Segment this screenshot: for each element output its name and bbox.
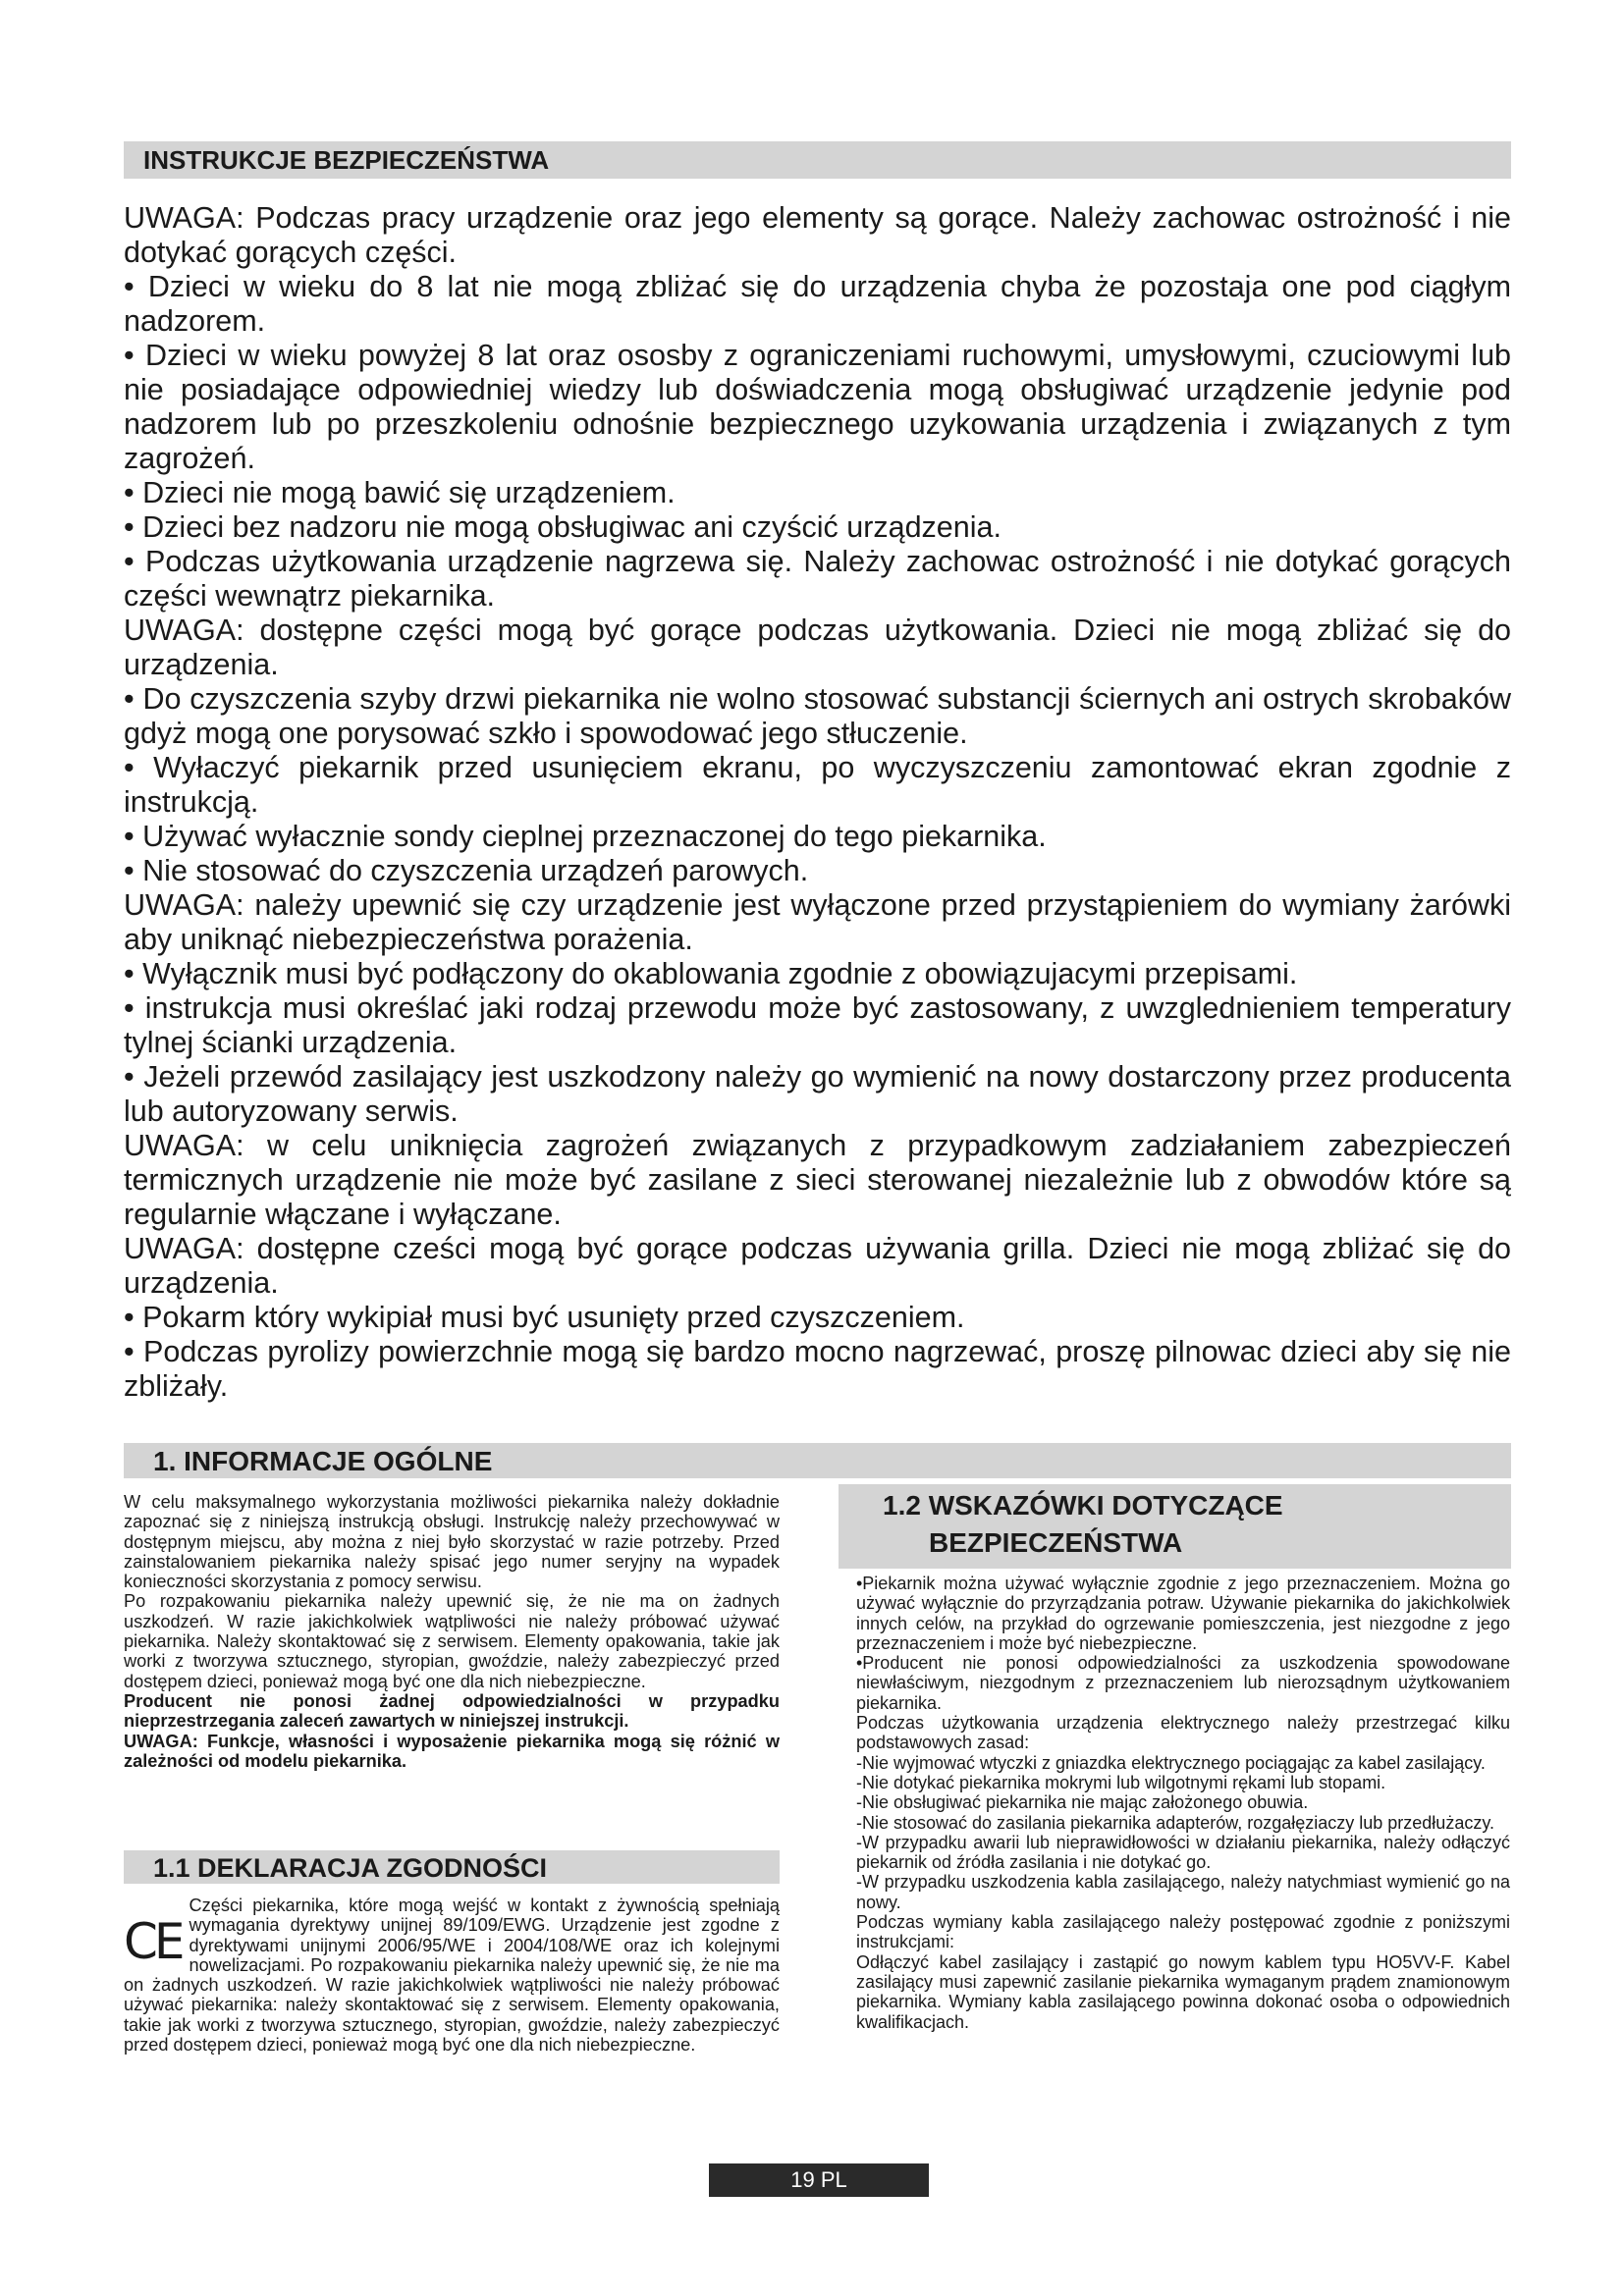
safety-tips-section-header	[839, 1484, 1511, 1569]
safety-tips-paragraph: -Nie stosować do zasilania piekarnika adapterów, rozgałęziaczy lub przedłużaczy.	[856, 1812, 1494, 1833]
safety-paragraph: • Dzieci w wieku powyżej 8 lat oraz ososby z ograniczeniami ruchowymi, umysłowymi, czuciowymi lub nie posiadające odpowiedniej wiedzy lub doświadczenia mogą obsługiwać urządzenie jedynie pod nadzorem lub po przeszkoleniu odnośnie bezpiecznego uzykowania urządzenia i związanych z tym zagrożeń.	[124, 339, 1511, 475]
safety-tips-paragraph: -W przypadku awarii lub nieprawidłowości w działaniu piekarnika, należy odłączyć piekarnik od źródła zasilania i nie dotykać go.	[856, 1832, 1510, 1873]
general-section-body	[124, 1492, 780, 1771]
declaration-text: Części piekarnika, które mogą wejść w kontakt z żywnością spełniają wymagania dyrektywy unijnej 89/109/EWG. Urządzenie jest zgodne z dyrektywami unijnymi 2006/95/WE i 2004/108/WE oraz ich kolejnymi nowelizacjami. Po rozpakowaniu piekarnika należy upewnić się, że nie ma on żadnych uszkodzeń. W razie jakichkolwiek wątpliwości nie należy próbować używać piekarnika: należy skontaktować się z serwisem. Elementy opakowania, takie jak worki z tworzywa sztucznego, styropian, gwoździe, należy zabezpieczyć przed dostępem dzieci, ponieważ mogą być one dla nich niebezpieczne.	[124, 1896, 780, 2056]
safety-paragraph: UWAGA: dostępne cześci mogą być gorące podczas używania grilla. Dzieci nie mogą zbliżać się do urządzenia.	[124, 1232, 1511, 1300]
general-warning: UWAGA: Funkcje, własności i wyposażenie piekarnika mogą się różnić w zależności od modelu piekarnika.	[124, 1731, 780, 1771]
safety-paragraph: • Dzieci nie mogą bawić się urządzeniem.	[124, 476, 676, 509]
safety-tips-paragraph: •Producent nie ponosi odpowiedzialności za uszkodzenia spowodowane niewłaściwym, niezgodnym z przeznaczeniem lub nierozsądnym użytkowaniem piekarnika.	[856, 1653, 1510, 1713]
safety-paragraph: • Podczas pyrolizy powierzchnie mogą się bardzo mocno nagrzewać, proszę pilnowac dzieci aby się nie zbliżały.	[124, 1335, 1511, 1403]
declaration-section-body	[124, 1896, 780, 2055]
safety-paragraph: • Jeżeli przewód zasilający jest uszkodzony należy go wymienić na nowy dostarczony przez producenta lub autoryzowany serwis.	[124, 1060, 1511, 1128]
safety-paragraph: • Dzieci w wieku do 8 lat nie mogą zbliżać się do urządzenia chyba że pozostaja one pod ciągłym nadzorem.	[124, 270, 1511, 338]
safety-paragraph: • Wyłaczyć piekarnik przed usunięciem ekranu, po wyczyszczeniu zamontować ekran zgodnie z instrukcją.	[124, 751, 1511, 819]
safety-tips-paragraph: -W przypadku uszkodzenia kabla zasilającego, należy natychmiast wymienić go na nowy.	[856, 1872, 1510, 1912]
general-paragraph: Po rozpakowaniu piekarnika należy upewnić się, że nie ma on żadnych uszkodzeń. W razie jakichkolwiek wątpliwości nie należy próbować używać piekarnika. Należy skontaktować się z serwisem. Elementy opakowania, takie jak worki z tworzywa sztucznego, styropian, gwoździe, należy zabezpieczyć przed dostępem dzieci, ponieważ mogą być one dla nich niebezpieczne.	[124, 1591, 780, 1691]
ce-mark-icon: CE	[124, 1913, 182, 1970]
safety-paragraph: • instrukcja musi określać jaki rodzaj przewodu może być zastosowany, z uwzglednieniem temperatury tylnej ścianki urządzenia.	[124, 991, 1511, 1059]
declaration-section-title: 1.1 DEKLARACJA ZGODNOŚCI	[153, 1853, 548, 1883]
safety-paragraph: • Nie stosować do czyszczenia urządzeń parowych.	[124, 854, 809, 887]
safety-paragraph: UWAGA: należy upewnić się czy urządzenie jest wyłączone przed przystąpieniem do wymiany żarówki aby uniknąć niebezpieczeństwa porażenia.	[124, 888, 1511, 956]
safety-paragraph: • Do czyszczenia szyby drzwi piekarnika nie wolno stosować substancji ściernych ani ostrych skrobaków gdyż mogą one porysować szkło i spowodować jego stłuczenie.	[124, 682, 1511, 750]
safety-tips-paragraph: Odłączyć kabel zasilający i zastąpić go nowym kablem typu HO5VV-F. Kabel zasilający musi zapewnić zasilanie piekarnika wymaganym prądem znamionowym piekarnika. Wymiany kabla zasilającego powinna dokonać osoba o odpowiednich kwalifikacjach.	[856, 1951, 1510, 2032]
safety-tips-paragraph: Podczas wymiany kabla zasilającego należy postępować zgodnie z poniższymi instrukcjami:	[856, 1912, 1510, 1952]
safety-tips-title-line1: 1.2 WSKAZÓWKI DOTYCZĄCE	[883, 1490, 1283, 1521]
general-paragraph: W celu maksymalnego wykorzystania możliwości piekarnika należy dokładnie zapoznać się z niniejszą instrukcją obsługi. Instrukcję należy przechowywać w dostępnym miejscu, aby można z niej było skorzystać w razie potrzeby. Przed zainstalowaniem piekarnika należy spisać jego numer seryjny na wypadek konieczności skorzystania z pomocy serwisu.	[124, 1492, 780, 1592]
safety-tips-paragraph: -Nie obsługiwać piekarnika nie mając założonego obuwia.	[856, 1792, 1309, 1813]
general-disclaimer: Producent nie ponosi żadnej odpowiedzialności w przypadku nieprzestrzegania zaleceń zawartych w niniejszej instrukcji.	[124, 1690, 780, 1732]
safety-section-body	[124, 201, 1511, 1404]
safety-paragraph: UWAGA: dostępne części mogą być gorące podczas użytkowania. Dzieci nie mogą zbliżać się do urządzenia.	[124, 614, 1511, 681]
safety-paragraph: UWAGA: Podczas pracy urządzenie oraz jego elementy są gorące. Należy zachowac ostrożność i nie dotykać gorących części.	[124, 201, 1511, 269]
safety-section-header	[124, 141, 1511, 179]
safety-tips-section-body	[856, 1574, 1510, 2032]
safety-tips-paragraph: -Nie dotykać piekarnika mokrymi lub wilgotnymi rękami lub stopami.	[856, 1772, 1386, 1792]
safety-section-title: INSTRUKCJE BEZPIECZEŃSTWA	[143, 145, 550, 175]
safety-tips-paragraph: -Nie wyjmować wtyczki z gniazdka elektrycznego pociągając za kabel zasilający.	[856, 1752, 1486, 1773]
safety-paragraph: • Wyłącznik musi być podłączony do okablowania zgodnie z obowiązujacymi przepisami.	[124, 957, 1298, 990]
safety-tips-paragraph: •Piekarnik można używać wyłącznie zgodnie z jego przeznaczeniem. Można go używać wyłącznie do przyrządzania potraw. Używanie piekarnika do jakichkolwiek innych celów, na przykład do ogrzewanie pomieszczenia, jest niezgodne z jego przeznaczeniem i może być niebezpieczne.	[856, 1574, 1510, 1653]
safety-paragraph: • Podczas użytkowania urządzenie nagrzewa się. Należy zachowac ostrożność i nie dotykać gorących części wewnątrz piekarnika.	[124, 545, 1511, 613]
page-number: 19 PL	[709, 2163, 929, 2197]
safety-paragraph: • Pokarm który wykipiał musi być usunięty przed czyszczeniem.	[124, 1301, 965, 1334]
safety-paragraph: • Używać wyłacznie sondy cieplnej przeznaczonej do tego piekarnika.	[124, 820, 1047, 853]
safety-paragraph: UWAGA: w celu uniknięcia zagrożeń związanych z przypadkowym zadziałaniem zabezpieczeń termicznych urządzenie nie może być zasilane z sieci sterowanej niezależnie lub z obwodów które są regularnie włączane i wyłączane.	[124, 1129, 1511, 1231]
safety-tips-title-line2: BEZPIECZEŃSTWA	[929, 1527, 1183, 1558]
general-section-title: 1. INFORMACJE OGÓLNE	[153, 1446, 493, 1476]
safety-paragraph: • Dzieci bez nadzoru nie mogą obsługiwac ani czyścić urządzenia.	[124, 510, 1001, 544]
declaration-section-header	[124, 1850, 780, 1884]
safety-tips-paragraph: Podczas użytkowania urządzenia elektrycznego należy przestrzegać kilku podstawowych zasad:	[856, 1713, 1510, 1753]
general-section-header	[124, 1443, 1511, 1478]
